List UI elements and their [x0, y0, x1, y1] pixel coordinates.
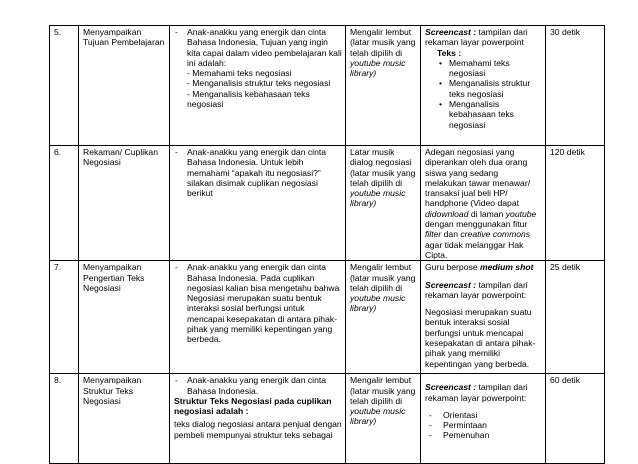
visual-text: dan	[443, 229, 458, 240]
music-text: Mengalir lembut (latar musik yang telah dipilih di	[350, 375, 416, 406]
step-cell: Rekaman/ Cuplikan Negosiasi	[79, 146, 170, 261]
visual-text: dengan menggunakan fitur	[425, 219, 528, 230]
row-number: 8.	[50, 374, 79, 464]
visual-text: Adegan negosiasi yang diperankan oleh dua orang siswa yang sedang melakukan tawar menawar/ transaksi jual beli HP/ handphone (Video dapat	[425, 147, 531, 209]
visual-subtitle: Teks :	[437, 47, 462, 58]
visual-cell	[421, 146, 546, 261]
table-row	[50, 374, 605, 464]
screencast-label: Screencast :	[425, 382, 477, 393]
visual-text-italic: youtube	[505, 208, 537, 219]
visual-list	[425, 410, 542, 441]
activity-cell: - Anak-anakku yang energik dan cinta Bahasa Indonesia. Pada cuplikan negosiasi kalian bisa mengetahu bahwa Negosiasi merupakan suatu bentuk interaksi sosial berfungsi untuk mencapai kesepakatan di antara pihak-pihak yang memiliki kepentingan yang berbeda.	[170, 261, 346, 374]
list-item: - Orientasi	[429, 410, 542, 420]
visual-text: Guru berpose	[425, 262, 478, 273]
visual-list	[425, 58, 542, 130]
table-row	[50, 146, 605, 261]
music-source: youtube music library)	[350, 293, 406, 314]
music-source: youtube music library)	[350, 406, 406, 427]
list-item: • Memahami teks negosiasi	[439, 58, 542, 79]
row-number: 6.	[50, 146, 79, 261]
visual-body: Negosiasi merupakan suatu bentuk interaksi sosial berfungsi untuk mencapai kesepakatan di antara pihak-pihak yang memiliki kepentingan yang berbeda.	[425, 307, 536, 369]
lesson-script-table	[49, 25, 605, 464]
activity-item: - Menganalisis struktur teks negosiasi	[187, 78, 331, 89]
music-text: Mengalir lembut (latar musik yang telah dipilih di	[350, 262, 416, 293]
music-cell	[346, 374, 421, 464]
visual-text: tampilan dari rekaman layar powerpoint:	[425, 279, 528, 300]
visual-text: agar tidak melanggar Hak Cipta.	[425, 239, 524, 260]
music-cell	[346, 26, 421, 146]
duration-cell: 30 detik	[546, 26, 605, 146]
shot-type: medium shot	[479, 262, 534, 273]
activity-text: Anak-anakku yang energik dan cinta Bahasa Indonesia, Tujuan yang ingin kita capai dalam video pembelajaran kali ini adalah:	[187, 27, 342, 68]
visual-cell	[421, 261, 546, 374]
visual-text-italic: filter	[425, 229, 442, 240]
visual-cell	[421, 374, 546, 464]
step-cell: Menyampaikan Struktur Teks Negosiasi	[79, 374, 170, 464]
music-cell	[346, 261, 421, 374]
activity-cell: - Anak-anakku yang energik dan cinta Bahasa Indonesia. Untuk lebih memahami “apakah itu negosiasi?” silakan disimak cuplikan negosiasi berikut	[170, 146, 346, 261]
activity-item: - Memahami teks negosiasi	[187, 68, 292, 79]
list-item: - Pemenuhan	[429, 430, 542, 440]
duration-cell: 25 detik	[546, 261, 605, 374]
screencast-label: Screencast :	[425, 279, 477, 290]
list-item: • Menganalisis struktur teks negosiasi	[439, 78, 542, 99]
duration-cell: 60 detik	[546, 374, 605, 464]
activity-item: - Menganalisis kebahasaan teks negosiasi	[187, 88, 310, 110]
visual-text: tampilan dari rekaman layar powerpoint:	[425, 382, 528, 403]
table-row	[50, 26, 605, 146]
activity-text: Anak-anakku yang energik dan cinta Bahasa Indonesia. Untuk lebih memahami “apakah itu negosiasi?” silakan disimak cuplikan negosiasi berikut	[187, 147, 327, 199]
table-row	[50, 261, 605, 374]
activity-text: Anak-anakku yang energik dan cinta Bahasa Indonesia.	[187, 375, 327, 396]
music-text: Latar musik dialog negosiasi (latar musik yang telah dipilih di	[350, 147, 416, 188]
visual-text-italic: didownload	[425, 208, 469, 219]
list-item: • Menganalisis kebahasaan teks negosiasi	[439, 99, 542, 130]
duration-cell: 120 detik	[546, 146, 605, 261]
step-cell: Menyampaikan Pengertian Teks Negosiasi	[79, 261, 170, 374]
list-item: - Permintaan	[429, 420, 542, 430]
activity-text: teks dialog negosiasi antara penjual dengan pembeli mempunyai struktur teks sebagai	[174, 419, 342, 440]
screencast-label: Screencast :	[425, 27, 477, 37]
visual-text: tampilan dari rekaman layar powerpoint	[425, 27, 528, 48]
row-number: 5.	[50, 26, 79, 146]
music-text: Mengalir lembut (latar musik yang telah dipilih di	[350, 27, 416, 58]
music-source: youtube music library)	[350, 188, 406, 209]
visual-cell	[421, 26, 546, 146]
activity-cell: - Anak-anakku yang energik dan cinta Bahasa Indonesia, Tujuan yang ingin kita capai dalam video pembelajaran kali ini adalah: - Memahami teks negosiasi - Menganalisis struktur teks negosiasi - Menganalisis kebahasaan teks negosiasi	[170, 26, 346, 146]
step-cell: Menyampaikan Tujuan Pembelajaran	[79, 26, 170, 146]
visual-text: di laman	[470, 208, 504, 219]
visual-text-italic: creative commons	[460, 229, 531, 240]
activity-heading: Struktur Teks Negosiasi pada cuplikan negosiasi adalah :	[174, 395, 332, 417]
row-number: 7.	[50, 261, 79, 374]
music-source: youtube music library)	[350, 57, 406, 79]
activity-cell: - Anak-anakku yang energik dan cinta Bahasa Indonesia. Struktur Teks Negosiasi pada cuplikan negosiasi adalah : teks dialog negosiasi antara penjual dengan pembeli mempunyai struktur teks sebagai	[170, 374, 346, 464]
activity-text: Anak-anakku yang energik dan cinta Bahasa Indonesia. Pada cuplikan negosiasi kalian bisa mengetahu bahwa Negosiasi merupakan suatu bentuk interaksi sosial berfungsi untuk mencapai kesepakatan di antara pihak-pihak yang memiliki kepentingan yang berbeda.	[187, 262, 340, 345]
music-cell	[346, 146, 421, 261]
